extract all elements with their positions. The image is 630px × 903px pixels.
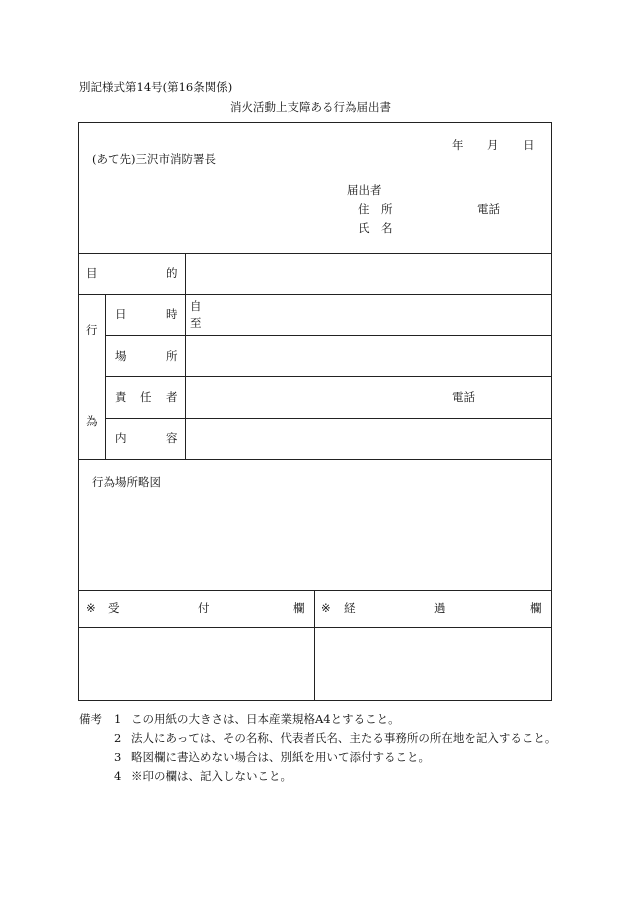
reception-mark: ※ — [86, 601, 96, 615]
note-number: 2 — [114, 731, 122, 745]
place-label-2: 所 — [166, 349, 178, 363]
reception-label-1: 受 — [108, 601, 120, 615]
note-number: 3 — [114, 750, 122, 764]
reception-label-2: 付 — [198, 601, 210, 615]
responsible-label-1: 責 — [115, 390, 127, 404]
applicant-phone-label: 電話 — [477, 202, 500, 216]
progress-label-1: 経 — [344, 601, 356, 615]
date-day-label: 日 — [523, 138, 535, 152]
progress-label-3: 欄 — [530, 601, 542, 615]
datetime-to-label: 至 — [190, 316, 202, 330]
address-label: 住 所 — [358, 202, 393, 216]
note-number: 4 — [114, 769, 122, 783]
form-number: 別記様式第14号(第16条関係) — [79, 80, 233, 94]
note-text: この用紙の大きさは、日本産業規格A4とすること。 — [131, 712, 400, 726]
progress-label-2: 過 — [434, 601, 446, 615]
datetime-from-label: 自 — [190, 299, 202, 313]
responsible-label-3: 者 — [166, 390, 178, 404]
datetime-label-1: 日 — [115, 307, 127, 321]
reception-label-3: 欄 — [293, 601, 305, 615]
note-text: ※印の欄は、記入しないこと。 — [131, 769, 292, 783]
notes-heading: 備考 — [79, 712, 102, 726]
datetime-label-2: 時 — [166, 307, 178, 321]
note-number: 1 — [114, 712, 122, 726]
content-label-2: 容 — [166, 431, 178, 445]
note-text: 略図欄に書込めない場合は、別紙を用いて添付すること。 — [131, 750, 430, 764]
purpose-label-1: 目 — [86, 266, 98, 280]
name-label: 氏 名 — [358, 221, 393, 235]
progress-mark: ※ — [321, 601, 331, 615]
addressee: (あて先)三沢市消防署長 — [92, 152, 216, 166]
form-title: 消火活動上支障ある行為届出書 — [230, 100, 391, 114]
responsible-label-2: 任 — [140, 390, 152, 404]
content-label-1: 内 — [115, 431, 127, 445]
act-side-label-1: 行 — [86, 323, 98, 337]
place-label-1: 場 — [115, 349, 127, 363]
sketch-label: 行為場所略図 — [92, 475, 161, 489]
responsible-phone-label: 電話 — [452, 390, 475, 404]
applicant-label: 届出者 — [347, 183, 382, 197]
date-month-label: 月 — [487, 138, 499, 152]
act-side-label-2: 為 — [86, 414, 98, 428]
note-text: 法人にあっては、その名称、代表者氏名、主たる事務所の所在地を記入すること。 — [131, 731, 557, 745]
purpose-label-2: 的 — [166, 266, 178, 280]
date-year-label: 年 — [452, 138, 464, 152]
